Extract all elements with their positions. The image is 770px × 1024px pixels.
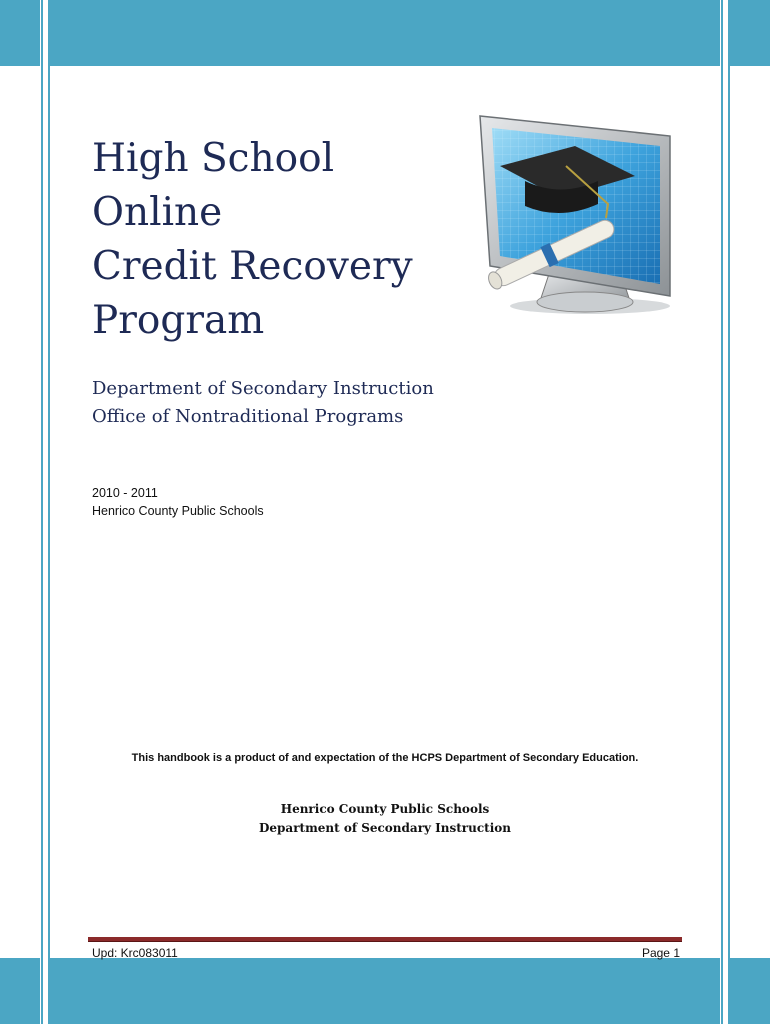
bottom-band-right: [730, 958, 770, 1024]
document-meta: [92, 484, 264, 520]
title-line: Online: [92, 190, 223, 235]
bottom-band: [50, 958, 720, 1024]
footer-rule: [88, 937, 682, 942]
left-inner-border-line: [48, 0, 50, 1024]
org-line: Department of Secondary Instruction: [259, 821, 511, 835]
right-inner-border-line: [721, 0, 723, 1024]
organization-block: [0, 800, 770, 838]
title-line: Program: [92, 298, 265, 343]
title-line: Credit Recovery: [92, 244, 413, 289]
page-title: [92, 132, 413, 348]
bottom-band-left: [0, 958, 40, 1024]
school-year: 2010 - 2011: [92, 486, 158, 500]
handbook-statement: This handbook is a product of and expectation of the HCPS Department of Secondary Education.: [131, 752, 639, 764]
subtitle-line: Office of Nontraditional Programs: [92, 406, 404, 427]
district-name: Henrico County Public Schools: [92, 504, 264, 518]
title-line: High School: [92, 136, 335, 181]
subtitle-line: Department of Secondary Instruction: [92, 378, 434, 399]
right-border-line: [728, 0, 730, 1024]
top-band-right: [730, 0, 770, 66]
left-border-line: [41, 0, 43, 1024]
top-band-left: [0, 0, 40, 66]
graduation-monitor-icon: [470, 106, 700, 326]
department-subtitle: [92, 375, 434, 431]
org-line: Henrico County Public Schools: [280, 802, 490, 816]
top-band: [50, 0, 720, 66]
footer-page-number: Page 1: [641, 946, 680, 960]
footer-update-code: Upd: Krc083011: [92, 946, 178, 960]
